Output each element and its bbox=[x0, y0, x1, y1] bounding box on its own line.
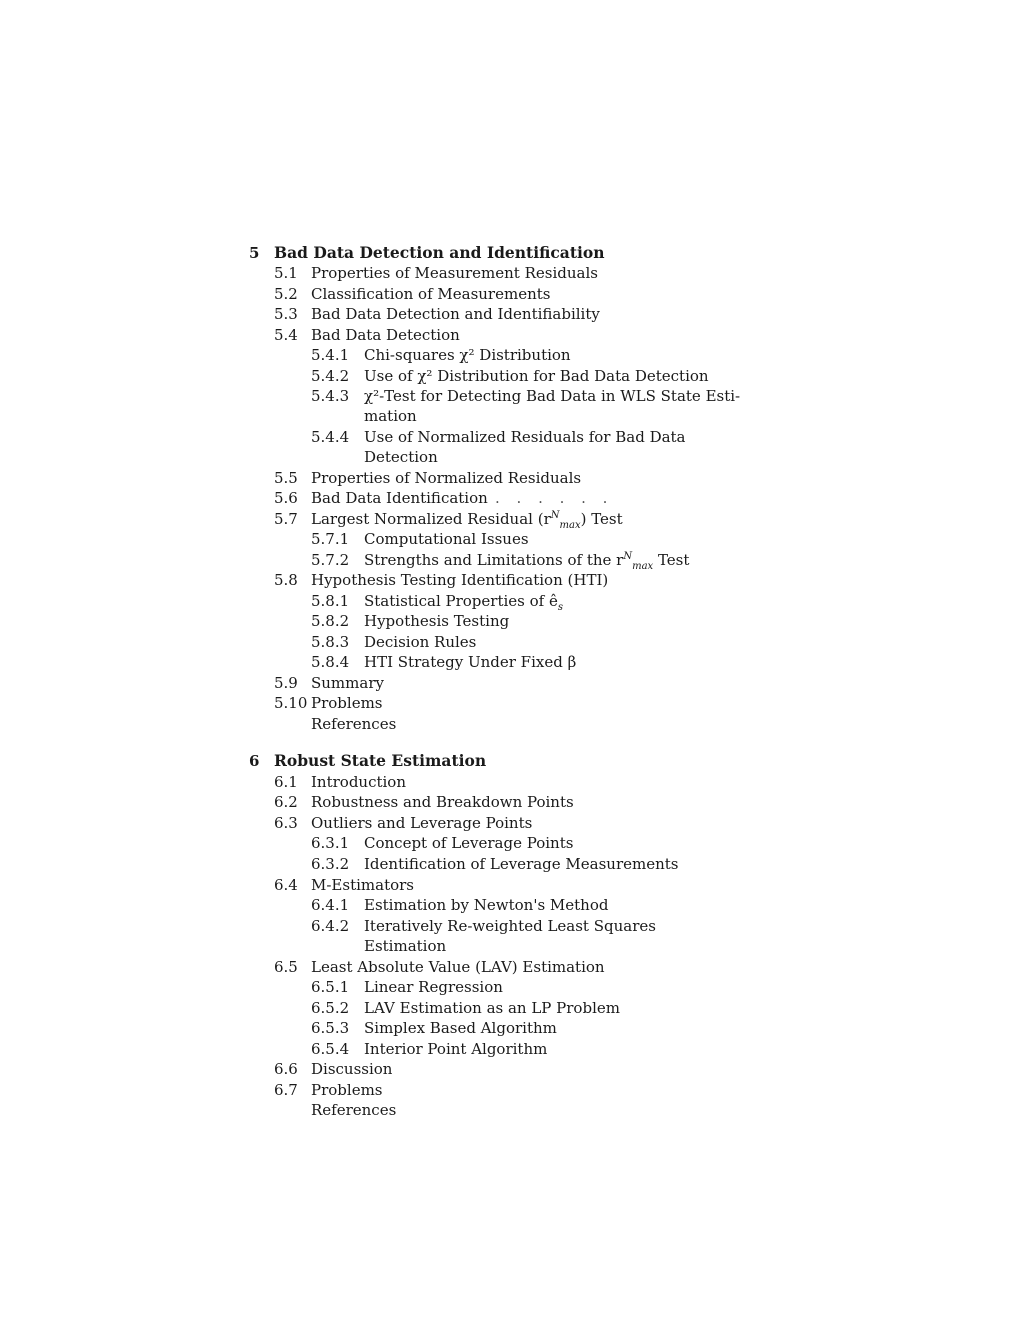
section-title: Discussion bbox=[311, 1060, 393, 1078]
subsection-number: 5.4.2 bbox=[311, 367, 350, 385]
subsection-title: Chi-squares χ² Distribution bbox=[364, 346, 571, 364]
section-number: 6.6 bbox=[274, 1060, 298, 1078]
subsection-title: LAV Estimation as an LP Problem bbox=[364, 999, 620, 1017]
subsection-title: Hypothesis Testing bbox=[364, 612, 510, 630]
section-title bbox=[311, 509, 623, 529]
section-number: 6.7 bbox=[274, 1081, 298, 1099]
section-number: 5.5 bbox=[274, 469, 298, 487]
section-number: 6.5 bbox=[274, 958, 298, 976]
section-title: Hypothesis Testing Identification (HTI) bbox=[311, 571, 609, 589]
subsection-title: Simplex Based Algorithm bbox=[364, 1019, 557, 1037]
title-text: Statistical Properties of ê bbox=[364, 592, 558, 610]
subsection-number: 6.5.1 bbox=[311, 978, 350, 996]
subsection-title: Linear Regression bbox=[364, 978, 503, 996]
section-number: 5.9 bbox=[274, 674, 298, 692]
subsection-number: 5.4.3 bbox=[311, 387, 350, 405]
section-number: 5.10 bbox=[274, 694, 308, 712]
section-number: 5.2 bbox=[274, 285, 298, 303]
section-title: Summary bbox=[311, 674, 384, 692]
subscript: max bbox=[559, 520, 581, 531]
references-label: References bbox=[311, 1101, 397, 1119]
section-number: 5.3 bbox=[274, 305, 298, 323]
section-title: Properties of Normalized Residuals bbox=[311, 469, 582, 487]
subsection-title: Identification of Leverage Measurements bbox=[364, 855, 679, 873]
subsection-title: Decision Rules bbox=[364, 633, 477, 651]
subsection-number: 6.4.1 bbox=[311, 896, 350, 914]
subsection-title: Use of Normalized Residuals for Bad Data bbox=[364, 428, 686, 446]
subsection-number: 6.4.2 bbox=[311, 917, 350, 935]
subsection-number: 5.8.4 bbox=[311, 653, 350, 671]
section-number: 6.3 bbox=[274, 814, 298, 832]
section-number: 5.4 bbox=[274, 326, 298, 344]
section-title: Least Absolute Value (LAV) Estimation bbox=[311, 958, 605, 976]
subsection-number: 5.8.1 bbox=[311, 592, 350, 610]
section-number: 5.7 bbox=[274, 510, 298, 528]
chapter-number: 5 bbox=[249, 244, 260, 262]
subsection-number: 6.3.2 bbox=[311, 855, 350, 873]
section-title: Bad Data Detection bbox=[311, 326, 460, 344]
subsection-title-continuation: Detection bbox=[364, 448, 438, 466]
superscript: N bbox=[550, 510, 560, 521]
subsection-number: 6.5.3 bbox=[311, 1019, 350, 1037]
subsection-number: 5.4.1 bbox=[311, 346, 350, 364]
section-number: 5.6 bbox=[274, 489, 298, 507]
subsection-number: 6.5.2 bbox=[311, 999, 350, 1017]
section-title: Bad Data Identification bbox=[311, 489, 488, 507]
subscript: s bbox=[557, 602, 563, 613]
subsection-number: 5.8.3 bbox=[311, 633, 350, 651]
subsection-title bbox=[364, 591, 563, 611]
section-title: Introduction bbox=[311, 773, 406, 791]
subsection-title-continuation: Estimation bbox=[364, 937, 447, 955]
subsection-number: 5.4.4 bbox=[311, 428, 350, 446]
subsection-title bbox=[364, 550, 689, 570]
subsection-title: Use of χ² Distribution for Bad Data Detection bbox=[364, 367, 709, 385]
section-number: 6.4 bbox=[274, 876, 298, 894]
title-end: ) Test bbox=[580, 510, 623, 528]
chapter-number: 6 bbox=[249, 752, 260, 770]
subsection-title-continuation: mation bbox=[364, 407, 417, 425]
subsection-title: χ²-Test for Detecting Bad Data in WLS State Esti- bbox=[364, 387, 741, 405]
subsection-title: Iteratively Re-weighted Least Squares bbox=[364, 917, 656, 935]
chapter-title: Bad Data Detection and Identification bbox=[274, 243, 605, 262]
subsection-title: Computational Issues bbox=[364, 530, 529, 548]
superscript: N bbox=[623, 551, 633, 562]
subsection-number: 5.8.2 bbox=[311, 612, 350, 630]
section-title: Classification of Measurements bbox=[311, 285, 551, 303]
chapter-title: Robust State Estimation bbox=[274, 751, 487, 770]
title-text: Strengths and Limitations of the r bbox=[364, 551, 624, 569]
subsection-number: 5.7.1 bbox=[311, 530, 350, 548]
subsection-title: HTI Strategy Under Fixed β bbox=[364, 653, 577, 671]
section-title: Bad Data Detection and Identifiability bbox=[311, 305, 600, 323]
section-title: Properties of Measurement Residuals bbox=[311, 264, 598, 282]
section-title: Problems bbox=[311, 694, 383, 712]
subsection-number: 5.7.2 bbox=[311, 551, 350, 569]
subscript: max bbox=[632, 561, 654, 572]
subsection-title: Interior Point Algorithm bbox=[364, 1040, 548, 1058]
subsection-title: Estimation by Newton's Method bbox=[364, 896, 609, 914]
section-title: Robustness and Breakdown Points bbox=[311, 793, 574, 811]
section-title: M-Estimators bbox=[311, 876, 414, 894]
section-title: Outliers and Leverage Points bbox=[311, 814, 533, 832]
title-end: Test bbox=[653, 551, 690, 569]
section-number: 6.2 bbox=[274, 793, 298, 811]
section-number: 5.1 bbox=[274, 264, 298, 282]
subsection-number: 6.3.1 bbox=[311, 834, 350, 852]
dot-leader: . . . . . . bbox=[495, 489, 614, 507]
section-title: Problems bbox=[311, 1081, 383, 1099]
title-text: Largest Normalized Residual (r bbox=[311, 510, 551, 528]
section-number: 6.1 bbox=[274, 773, 298, 791]
subsection-title: Concept of Leverage Points bbox=[364, 834, 574, 852]
subsection-number: 6.5.4 bbox=[311, 1040, 350, 1058]
references-label: References bbox=[311, 715, 397, 733]
section-number: 5.8 bbox=[274, 571, 298, 589]
